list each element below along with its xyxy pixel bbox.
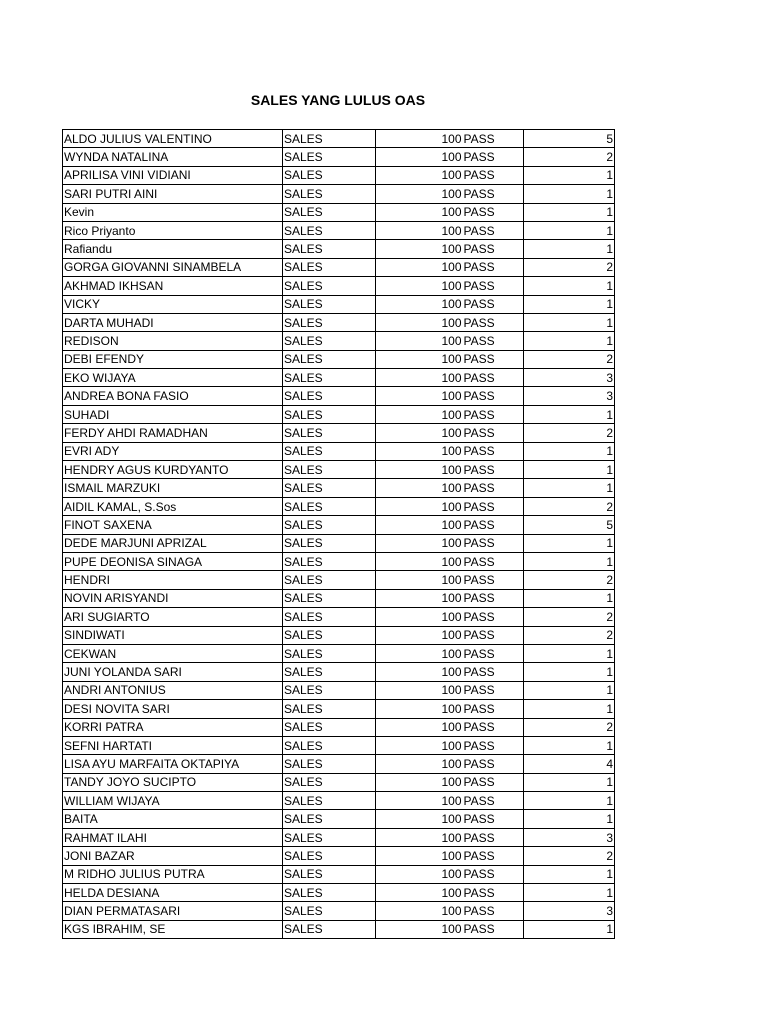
- table-row: [63, 681, 615, 699]
- name-cell: AKHMAD IKHSAN: [63, 277, 283, 295]
- table-row: [63, 626, 615, 644]
- department-cell: SALES: [283, 663, 376, 681]
- status-cell: PASS: [463, 773, 524, 791]
- name-cell: DEBI EFENDY: [63, 350, 283, 368]
- name-cell: JUNI YOLANDA SARI: [63, 663, 283, 681]
- count-cell: 2: [524, 350, 615, 368]
- count-cell: 1: [524, 313, 615, 331]
- table-row: [63, 534, 615, 552]
- department-cell: SALES: [283, 148, 376, 166]
- count-cell: 1: [524, 681, 615, 699]
- department-cell: SALES: [283, 865, 376, 883]
- name-cell: HENDRY AGUS KURDYANTO: [63, 461, 283, 479]
- status-cell: PASS: [463, 369, 524, 387]
- count-cell: 1: [524, 461, 615, 479]
- status-cell: PASS: [463, 332, 524, 350]
- table-row: [63, 700, 615, 718]
- table-row: [63, 332, 615, 350]
- count-cell: 1: [524, 644, 615, 662]
- name-cell: GORGA GIOVANNI SINAMBELA: [63, 258, 283, 276]
- status-cell: PASS: [463, 295, 524, 313]
- score-cell: 100: [376, 240, 463, 258]
- sales-table: [62, 129, 615, 939]
- score-cell: 100: [376, 405, 463, 423]
- table-row: [63, 387, 615, 405]
- name-cell: HELDA DESIANA: [63, 884, 283, 902]
- name-cell: AIDIL KAMAL, S.Sos: [63, 497, 283, 515]
- count-cell: 5: [524, 516, 615, 534]
- department-cell: SALES: [283, 810, 376, 828]
- score-cell: 100: [376, 663, 463, 681]
- name-cell: DIAN PERMATASARI: [63, 902, 283, 920]
- name-cell: EKO WIJAYA: [63, 369, 283, 387]
- count-cell: 1: [524, 221, 615, 239]
- department-cell: SALES: [283, 847, 376, 865]
- score-cell: 100: [376, 185, 463, 203]
- status-cell: PASS: [463, 847, 524, 865]
- status-cell: PASS: [463, 663, 524, 681]
- department-cell: SALES: [283, 552, 376, 570]
- score-cell: 100: [376, 130, 463, 148]
- score-cell: 100: [376, 497, 463, 515]
- department-cell: SALES: [283, 718, 376, 736]
- status-cell: PASS: [463, 681, 524, 699]
- status-cell: PASS: [463, 902, 524, 920]
- department-cell: SALES: [283, 185, 376, 203]
- table-row: [63, 203, 615, 221]
- table-row: [63, 920, 615, 938]
- count-cell: 1: [524, 442, 615, 460]
- score-cell: 100: [376, 442, 463, 460]
- name-cell: DEDE MARJUNI APRIZAL: [63, 534, 283, 552]
- score-cell: 100: [376, 387, 463, 405]
- count-cell: 2: [524, 626, 615, 644]
- score-cell: 100: [376, 534, 463, 552]
- score-cell: 100: [376, 773, 463, 791]
- count-cell: 1: [524, 920, 615, 938]
- count-cell: 1: [524, 810, 615, 828]
- status-cell: PASS: [463, 461, 524, 479]
- name-cell: ISMAIL MARZUKI: [63, 479, 283, 497]
- name-cell: ANDREA BONA FASIO: [63, 387, 283, 405]
- department-cell: SALES: [283, 461, 376, 479]
- table-row: [63, 166, 615, 184]
- department-cell: SALES: [283, 920, 376, 938]
- table-row: [63, 405, 615, 423]
- table-row: [63, 479, 615, 497]
- table-row: [63, 828, 615, 846]
- score-cell: 100: [376, 552, 463, 570]
- department-cell: SALES: [283, 589, 376, 607]
- department-cell: SALES: [283, 258, 376, 276]
- score-cell: 100: [376, 718, 463, 736]
- score-cell: 100: [376, 258, 463, 276]
- status-cell: PASS: [463, 755, 524, 773]
- count-cell: 2: [524, 148, 615, 166]
- count-cell: 1: [524, 663, 615, 681]
- score-cell: 100: [376, 681, 463, 699]
- table-row: [63, 902, 615, 920]
- table-row: [63, 589, 615, 607]
- department-cell: SALES: [283, 295, 376, 313]
- department-cell: SALES: [283, 405, 376, 423]
- department-cell: SALES: [283, 608, 376, 626]
- sales-table-body: [63, 130, 615, 939]
- table-row: [63, 461, 615, 479]
- table-row: [63, 148, 615, 166]
- name-cell: DESI NOVITA SARI: [63, 700, 283, 718]
- table-row: [63, 755, 615, 773]
- count-cell: 1: [524, 773, 615, 791]
- status-cell: PASS: [463, 552, 524, 570]
- status-cell: PASS: [463, 240, 524, 258]
- name-cell: SEFNI HARTATI: [63, 736, 283, 754]
- name-cell: APRILISA VINI VIDIANI: [63, 166, 283, 184]
- table-row: [63, 350, 615, 368]
- score-cell: 100: [376, 920, 463, 938]
- name-cell: LISA AYU MARFAITA OKTAPIYA: [63, 755, 283, 773]
- name-cell: REDISON: [63, 332, 283, 350]
- department-cell: SALES: [283, 902, 376, 920]
- status-cell: PASS: [463, 865, 524, 883]
- name-cell: M RIDHO JULIUS PUTRA: [63, 865, 283, 883]
- score-cell: 100: [376, 277, 463, 295]
- name-cell: NOVIN ARISYANDI: [63, 589, 283, 607]
- status-cell: PASS: [463, 828, 524, 846]
- table-row: [63, 130, 615, 148]
- score-cell: 100: [376, 589, 463, 607]
- name-cell: KGS IBRAHIM, SE: [63, 920, 283, 938]
- count-cell: 1: [524, 277, 615, 295]
- status-cell: PASS: [463, 736, 524, 754]
- department-cell: SALES: [283, 130, 376, 148]
- department-cell: SALES: [283, 497, 376, 515]
- page-title: SALES YANG LULUS OAS: [250, 92, 426, 108]
- score-cell: 100: [376, 516, 463, 534]
- count-cell: 1: [524, 203, 615, 221]
- table-row: [63, 185, 615, 203]
- department-cell: SALES: [283, 571, 376, 589]
- count-cell: 2: [524, 847, 615, 865]
- name-cell: SARI PUTRI AINI: [63, 185, 283, 203]
- count-cell: 2: [524, 608, 615, 626]
- status-cell: PASS: [463, 350, 524, 368]
- department-cell: SALES: [283, 644, 376, 662]
- name-cell: Kevin: [63, 203, 283, 221]
- status-cell: PASS: [463, 166, 524, 184]
- department-cell: SALES: [283, 277, 376, 295]
- table-row: [63, 295, 615, 313]
- department-cell: SALES: [283, 736, 376, 754]
- department-cell: SALES: [283, 534, 376, 552]
- department-cell: SALES: [283, 369, 376, 387]
- count-cell: 2: [524, 571, 615, 589]
- status-cell: PASS: [463, 497, 524, 515]
- name-cell: JONI BAZAR: [63, 847, 283, 865]
- table-row: [63, 847, 615, 865]
- count-cell: 1: [524, 295, 615, 313]
- status-cell: PASS: [463, 221, 524, 239]
- count-cell: 1: [524, 240, 615, 258]
- status-cell: PASS: [463, 700, 524, 718]
- name-cell: FINOT SAXENA: [63, 516, 283, 534]
- count-cell: 1: [524, 552, 615, 570]
- status-cell: PASS: [463, 516, 524, 534]
- score-cell: 100: [376, 865, 463, 883]
- score-cell: 100: [376, 608, 463, 626]
- name-cell: SINDIWATI: [63, 626, 283, 644]
- count-cell: 1: [524, 589, 615, 607]
- department-cell: SALES: [283, 240, 376, 258]
- score-cell: 100: [376, 644, 463, 662]
- count-cell: 1: [524, 332, 615, 350]
- count-cell: 1: [524, 736, 615, 754]
- score-cell: 100: [376, 847, 463, 865]
- score-cell: 100: [376, 755, 463, 773]
- status-cell: PASS: [463, 534, 524, 552]
- table-row: [63, 313, 615, 331]
- count-cell: 4: [524, 755, 615, 773]
- name-cell: WILLIAM WIJAYA: [63, 792, 283, 810]
- department-cell: SALES: [283, 332, 376, 350]
- score-cell: 100: [376, 203, 463, 221]
- department-cell: SALES: [283, 773, 376, 791]
- count-cell: 2: [524, 424, 615, 442]
- score-cell: 100: [376, 828, 463, 846]
- department-cell: SALES: [283, 792, 376, 810]
- score-cell: 100: [376, 479, 463, 497]
- department-cell: SALES: [283, 828, 376, 846]
- status-cell: PASS: [463, 130, 524, 148]
- department-cell: SALES: [283, 681, 376, 699]
- table-row: [63, 865, 615, 883]
- table-row: [63, 221, 615, 239]
- name-cell: HENDRI: [63, 571, 283, 589]
- name-cell: DARTA MUHADI: [63, 313, 283, 331]
- department-cell: SALES: [283, 700, 376, 718]
- name-cell: BAITA: [63, 810, 283, 828]
- status-cell: PASS: [463, 387, 524, 405]
- score-cell: 100: [376, 369, 463, 387]
- department-cell: SALES: [283, 884, 376, 902]
- name-cell: ALDO JULIUS VALENTINO: [63, 130, 283, 148]
- name-cell: VICKY: [63, 295, 283, 313]
- table-row: [63, 718, 615, 736]
- name-cell: Rafiandu: [63, 240, 283, 258]
- status-cell: PASS: [463, 884, 524, 902]
- department-cell: SALES: [283, 166, 376, 184]
- table-row: [63, 424, 615, 442]
- score-cell: 100: [376, 332, 463, 350]
- status-cell: PASS: [463, 589, 524, 607]
- status-cell: PASS: [463, 792, 524, 810]
- name-cell: FERDY AHDI RAMADHAN: [63, 424, 283, 442]
- status-cell: PASS: [463, 571, 524, 589]
- table-row: [63, 792, 615, 810]
- table-row: [63, 442, 615, 460]
- department-cell: SALES: [283, 424, 376, 442]
- name-cell: CEKWAN: [63, 644, 283, 662]
- table-row: [63, 644, 615, 662]
- status-cell: PASS: [463, 313, 524, 331]
- count-cell: 3: [524, 369, 615, 387]
- count-cell: 1: [524, 534, 615, 552]
- score-cell: 100: [376, 792, 463, 810]
- name-cell: ANDRI ANTONIUS: [63, 681, 283, 699]
- table-row: [63, 240, 615, 258]
- department-cell: SALES: [283, 313, 376, 331]
- score-cell: 100: [376, 461, 463, 479]
- score-cell: 100: [376, 884, 463, 902]
- status-cell: PASS: [463, 424, 524, 442]
- count-cell: 2: [524, 258, 615, 276]
- count-cell: 2: [524, 497, 615, 515]
- department-cell: SALES: [283, 516, 376, 534]
- count-cell: 3: [524, 902, 615, 920]
- department-cell: SALES: [283, 479, 376, 497]
- table-row: [63, 277, 615, 295]
- table-row: [63, 884, 615, 902]
- score-cell: 100: [376, 700, 463, 718]
- status-cell: PASS: [463, 644, 524, 662]
- table-row: [63, 663, 615, 681]
- table-row: [63, 773, 615, 791]
- department-cell: SALES: [283, 221, 376, 239]
- name-cell: EVRI ADY: [63, 442, 283, 460]
- score-cell: 100: [376, 221, 463, 239]
- name-cell: WYNDA NATALINA: [63, 148, 283, 166]
- department-cell: SALES: [283, 350, 376, 368]
- table-row: [63, 736, 615, 754]
- count-cell: 3: [524, 387, 615, 405]
- status-cell: PASS: [463, 920, 524, 938]
- score-cell: 100: [376, 736, 463, 754]
- count-cell: 1: [524, 166, 615, 184]
- score-cell: 100: [376, 148, 463, 166]
- department-cell: SALES: [283, 626, 376, 644]
- status-cell: PASS: [463, 258, 524, 276]
- status-cell: PASS: [463, 203, 524, 221]
- department-cell: SALES: [283, 442, 376, 460]
- name-cell: Rico Priyanto: [63, 221, 283, 239]
- table-row: [63, 516, 615, 534]
- table-row: [63, 810, 615, 828]
- score-cell: 100: [376, 166, 463, 184]
- table-row: [63, 608, 615, 626]
- department-cell: SALES: [283, 387, 376, 405]
- count-cell: 1: [524, 405, 615, 423]
- count-cell: 5: [524, 130, 615, 148]
- name-cell: ARI SUGIARTO: [63, 608, 283, 626]
- name-cell: SUHADI: [63, 405, 283, 423]
- status-cell: PASS: [463, 185, 524, 203]
- status-cell: PASS: [463, 277, 524, 295]
- score-cell: 100: [376, 313, 463, 331]
- status-cell: PASS: [463, 810, 524, 828]
- table-row: [63, 552, 615, 570]
- name-cell: PUPE DEONISA SINAGA: [63, 552, 283, 570]
- status-cell: PASS: [463, 442, 524, 460]
- name-cell: RAHMAT ILAHI: [63, 828, 283, 846]
- count-cell: 1: [524, 700, 615, 718]
- score-cell: 100: [376, 424, 463, 442]
- table-row: [63, 258, 615, 276]
- count-cell: 1: [524, 884, 615, 902]
- score-cell: 100: [376, 295, 463, 313]
- count-cell: 3: [524, 828, 615, 846]
- count-cell: 1: [524, 185, 615, 203]
- score-cell: 100: [376, 571, 463, 589]
- score-cell: 100: [376, 626, 463, 644]
- table-row: [63, 497, 615, 515]
- status-cell: PASS: [463, 479, 524, 497]
- count-cell: 1: [524, 792, 615, 810]
- score-cell: 100: [376, 902, 463, 920]
- status-cell: PASS: [463, 608, 524, 626]
- name-cell: KORRI PATRA: [63, 718, 283, 736]
- table-row: [63, 571, 615, 589]
- status-cell: PASS: [463, 626, 524, 644]
- status-cell: PASS: [463, 148, 524, 166]
- score-cell: 100: [376, 350, 463, 368]
- department-cell: SALES: [283, 203, 376, 221]
- count-cell: 1: [524, 865, 615, 883]
- status-cell: PASS: [463, 718, 524, 736]
- count-cell: 2: [524, 718, 615, 736]
- score-cell: 100: [376, 810, 463, 828]
- table-row: [63, 369, 615, 387]
- status-cell: PASS: [463, 405, 524, 423]
- department-cell: SALES: [283, 755, 376, 773]
- count-cell: 1: [524, 479, 615, 497]
- name-cell: TANDY JOYO SUCIPTO: [63, 773, 283, 791]
